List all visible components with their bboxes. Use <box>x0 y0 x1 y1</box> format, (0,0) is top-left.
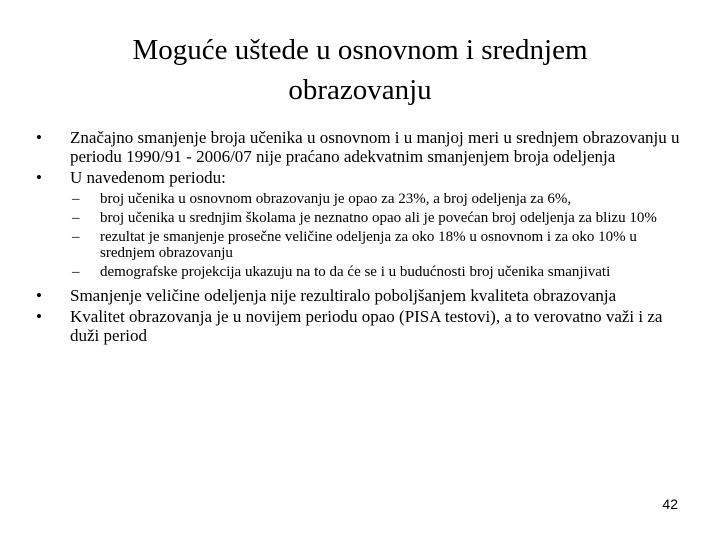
bullet-marker: • <box>36 307 42 326</box>
sub-bullet-text: demografske projekcija ukazuju na to da će se i u budućnosti broj učenika smanjivati <box>100 264 611 280</box>
sub-bullet-text: rezultat je smanjenje prosečne veličine odeljenja za oko 18% u osnovnom i za oko 10% u srednjem obrazovanju <box>100 229 637 261</box>
slide-title-line-1: Moguće uštede u osnovnom i srednjem <box>132 34 588 66</box>
sub-bullet-item <box>30 210 690 226</box>
slide-body <box>30 128 690 347</box>
bullet-marker: • <box>36 168 42 187</box>
sub-bullet-item <box>30 229 690 261</box>
slide-title-line-2: obrazovanju <box>288 74 432 106</box>
bullet-text: U navedenom periodu: <box>70 168 226 187</box>
sub-bullet-text: broj učenika u osnovnom obrazovanju je opao za 23%, a broj odeljenja za 6%, <box>100 191 572 207</box>
dash-marker: – <box>72 229 80 245</box>
sub-bullet-text: broj učenika u srednjim školama je neznatno opao ali je povećan broj odeljenja za blizu 10% <box>100 210 657 226</box>
bullet-marker: • <box>36 128 42 147</box>
sub-bullet-list <box>30 191 690 280</box>
bullet-item <box>30 128 690 166</box>
dash-marker: – <box>72 264 80 280</box>
bullet-marker: • <box>36 286 42 305</box>
dash-marker: – <box>72 191 80 207</box>
bullet-item <box>30 168 690 187</box>
bullet-text: Značajno smanjenje broja učenika u osnovnom i u manjoj meri u srednjem obrazovanju u periodu 1990/91 - 2006/07 nije praćano adekvatnim smanjenjem broja odeljenja <box>70 128 680 166</box>
bullet-item <box>30 307 690 345</box>
bullet-text: Smanjenje veličine odeljenja nije rezultiralo poboljšanjem kvaliteta obrazovanja <box>70 286 617 305</box>
slide-title <box>60 30 660 110</box>
bullet-item <box>30 286 690 305</box>
bullet-text: Kvalitet obrazovanja je u novijem periodu opao (PISA testovi), a to verovatno važi i za duži period <box>70 307 663 345</box>
dash-marker: – <box>72 210 80 226</box>
sub-bullet-item <box>30 264 690 280</box>
page-number: 42 <box>662 496 678 512</box>
sub-bullet-item <box>30 191 690 207</box>
